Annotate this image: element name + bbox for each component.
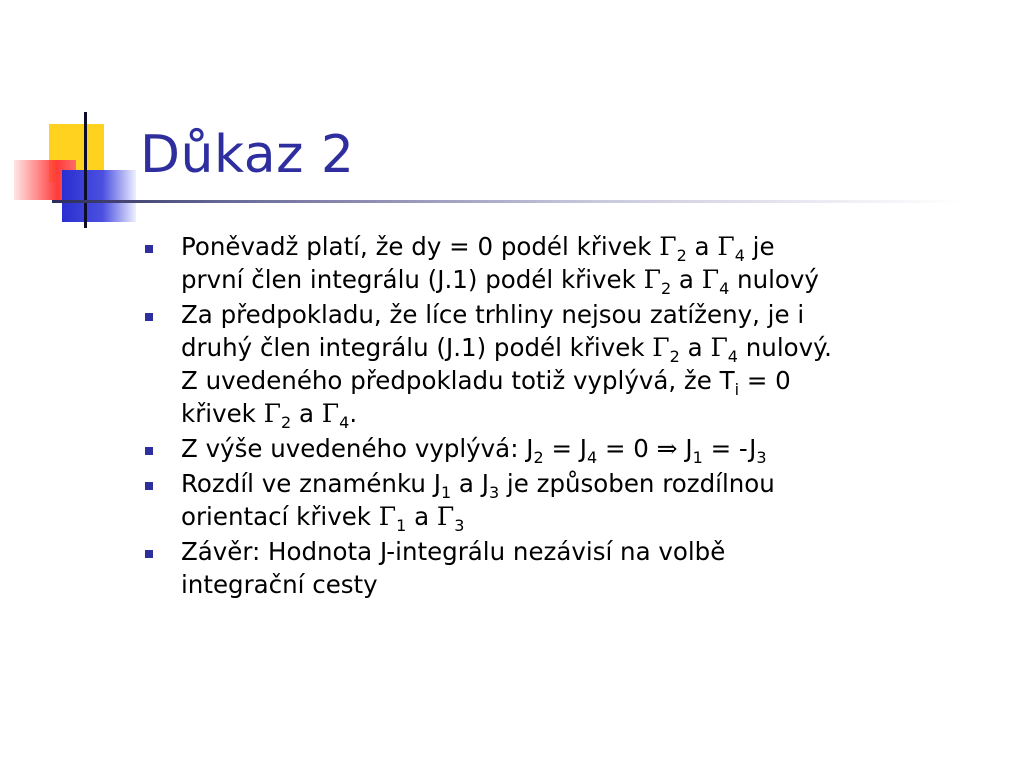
bullet-2: Za předpokladu, že líce trhliny nejsou zatíženy, je i druhý člen integrálu (J.1) podél křivek $\Gamma_2$ a $\Gamma_4$ nulový. Z uvedeného předpokladu totiž vyplývá, že $T_i = 0$ křivek $\Gamma_2$ a $\Gamma_4$. (140, 298, 1000, 430)
bullet-4: Rozdíl ve znaménku $J_1$ a $J_3$ je způsoben rozdílnou orientací křivek $\Gamma_1$ a $\Gamma_3$ (140, 467, 1000, 533)
bullet-square-icon (145, 550, 153, 558)
slide-title: Důkaz 2 (140, 125, 355, 185)
bullet-square-icon (145, 245, 153, 253)
bullet-square-icon (145, 313, 153, 321)
bullet-3: Z výše uvedeného vyplývá: $J_2 = J_4 = 0$ ⇒ $J_1 = -J_3$ (140, 432, 1000, 465)
logo-blue-square (62, 170, 136, 222)
implies-arrow-icon: ⇒ (656, 434, 678, 463)
bullet-list (140, 230, 1000, 603)
bullet-square-icon (145, 447, 153, 455)
bullet-5: Závěr: Hodnota J-integrálu nezávisí na volbě integrační cesty (140, 535, 1000, 601)
bullet-square-icon (145, 482, 153, 490)
title-underline (52, 200, 962, 203)
bullet-1: Poněvadž platí, že dy = 0 podél křivek $\Gamma_2$ a $\Gamma_4$ je první člen integrálu (J.1) podél křivek $\Gamma_2$ a $\Gamma_4$ nulový (140, 230, 1000, 296)
logo-vertical-line (84, 112, 87, 228)
